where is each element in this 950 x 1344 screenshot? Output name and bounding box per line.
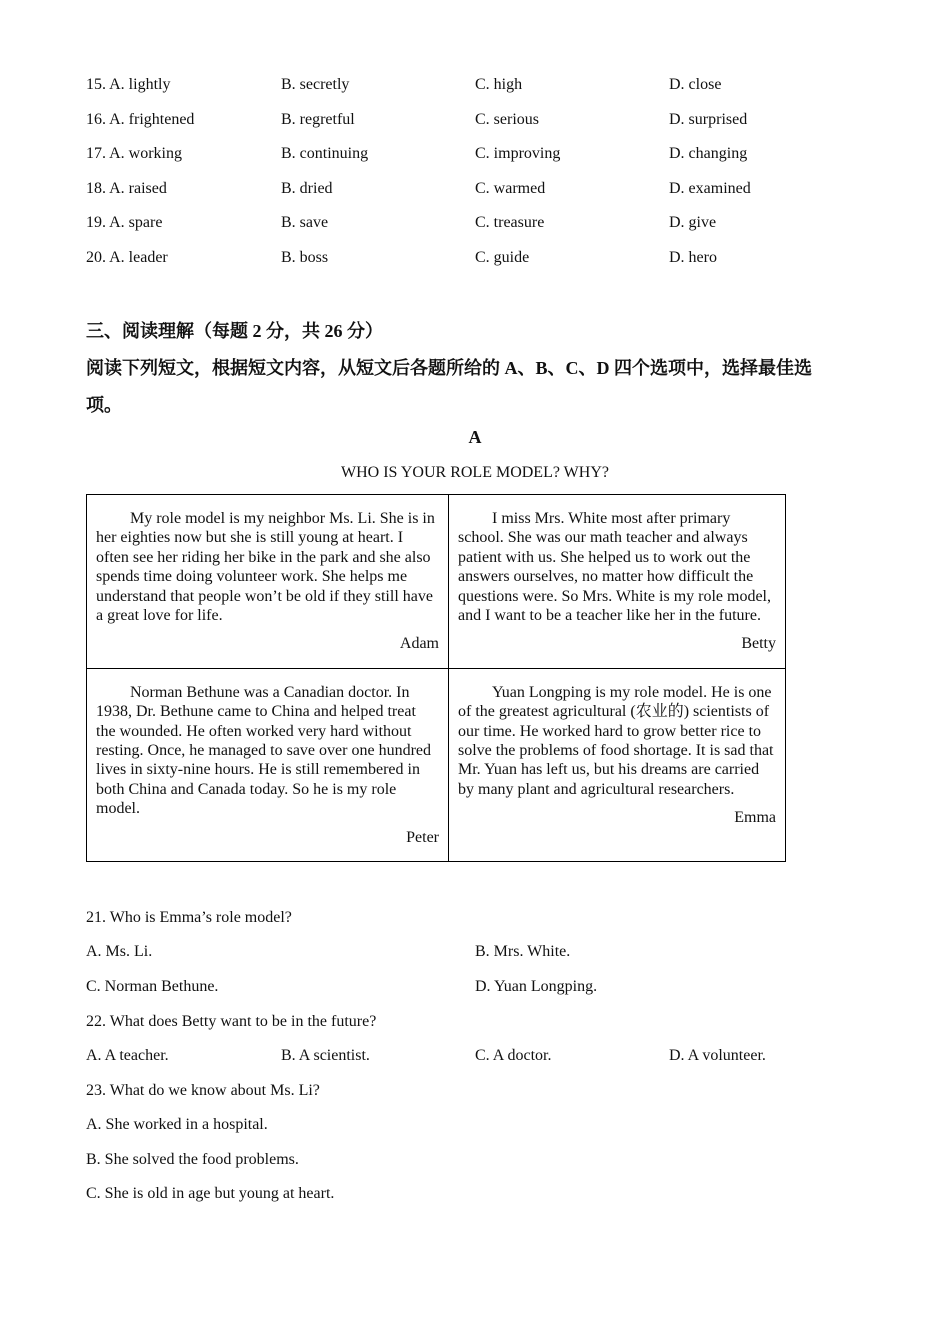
role-model-table (86, 494, 786, 862)
question-23-stem: 23. What do we know about Ms. Li? (86, 1082, 320, 1099)
question-21-stem: 21. Who is Emma’s role model? (86, 909, 292, 926)
entry-author: Betty (741, 635, 776, 653)
passage-title: WHO IS YOUR ROLE MODEL? WHY? (341, 464, 609, 481)
entry-cell (87, 495, 449, 669)
entry-text: Yuan Longping is my role model. He is one of the greatest agricultural (农业的) scientists of our time. He worked hard to grow better rice to solve the problems of food shortage. It is sad that Mr. Yuan has left us, but his dreams are carried by many plant and agricultural researchers. (458, 683, 774, 798)
option-d: D. A volunteer. (669, 1047, 766, 1064)
question-21-options (86, 943, 866, 965)
option-a: 18. A. raised (86, 180, 167, 197)
section-heading: 三、阅读理解（每题 2 分，共 26 分） (86, 321, 383, 341)
option-b: B. boss (281, 249, 329, 266)
option-a: A. Ms. Li. (86, 943, 153, 960)
option-b: B. dried (281, 180, 333, 197)
option-b: B. continuing (281, 145, 369, 162)
option-c: C. guide (475, 249, 530, 266)
option-b: B. Mrs. White. (475, 943, 571, 960)
option-a: 20. A. leader (86, 249, 168, 266)
cloze-option-row (86, 145, 866, 167)
option-c: C. treasure (475, 214, 545, 231)
cloze-option-row (86, 76, 866, 98)
option-c: C. serious (475, 111, 539, 128)
option-c: C. Norman Bethune. (86, 978, 219, 995)
table-row (87, 668, 786, 861)
entry-text: I miss Mrs. White most after primary school. She was our math teacher and always patient with us. She helped us to work out the answers ourselves, no matter how difficult the questions were. So Mrs. White is my role model, and I want to be a teacher like her in the future. (458, 510, 771, 625)
option-c: C. improving (475, 145, 561, 162)
option-c: C. high (475, 76, 523, 93)
entry-text: Norman Bethune was a Canadian doctor. In 1938, Dr. Bethune came to China and helped treat the wounded. He often worked very hard without resting. Once, he managed to save over one hundred lives in sixty-nine hours. He is still remembered in both China and Canada today. So he is my role model. (96, 683, 431, 818)
option-a: 19. A. spare (86, 214, 163, 231)
option-d: D. close (669, 76, 722, 93)
option-c: C. warmed (475, 180, 546, 197)
option-c: C. She is old in age but young at heart. (86, 1185, 335, 1202)
option-c: C. A doctor. (475, 1047, 552, 1064)
section-instruction-cont: 项。 (86, 395, 122, 415)
option-b: B. secretly (281, 76, 350, 93)
option-a: A. She worked in a hospital. (86, 1116, 268, 1133)
entry-text: My role model is my neighbor Ms. Li. She is in her eighties now but she is still young at heart. I often see her riding her bike in the park and she also spends time doing volunteer work. She helps me understand that people won’t be old if they still have a great love for life. (96, 510, 435, 625)
option-a: 15. A. lightly (86, 76, 171, 93)
option-b: B. regretful (281, 111, 355, 128)
entry-author: Emma (734, 809, 776, 827)
option-a: A. A teacher. (86, 1047, 169, 1064)
option-a: 17. A. working (86, 145, 182, 162)
option-b: B. A scientist. (281, 1047, 370, 1064)
question-22-options (86, 1047, 866, 1069)
option-d: D. hero (669, 249, 717, 266)
entry-author: Adam (399, 635, 439, 653)
option-b: B. She solved the food problems. (86, 1151, 299, 1168)
passage-letter: A (468, 427, 482, 447)
entry-cell (449, 668, 786, 861)
entry-author: Peter (406, 828, 439, 846)
option-d: D. Yuan Longping. (475, 978, 598, 995)
option-d: D. examined (669, 180, 751, 197)
option-b: B. save (281, 214, 329, 231)
question-21-options (86, 978, 866, 1000)
cloze-option-row (86, 214, 866, 236)
cloze-option-row (86, 180, 866, 202)
entry-cell (449, 495, 786, 669)
table-row (87, 495, 786, 669)
option-d: D. changing (669, 145, 748, 162)
cloze-option-row (86, 249, 866, 271)
section-instruction: 阅读下列短文，根据短文内容，从短文后各题所给的 A、B、C、D 四个选项中，选择最佳选 (86, 358, 812, 378)
question-22-stem: 22. What does Betty want to be in the future? (86, 1013, 377, 1030)
option-d: D. give (669, 214, 717, 231)
entry-cell (87, 668, 449, 861)
cloze-option-row (86, 111, 866, 133)
option-a: 16. A. frightened (86, 111, 195, 128)
option-d: D. surprised (669, 111, 748, 128)
